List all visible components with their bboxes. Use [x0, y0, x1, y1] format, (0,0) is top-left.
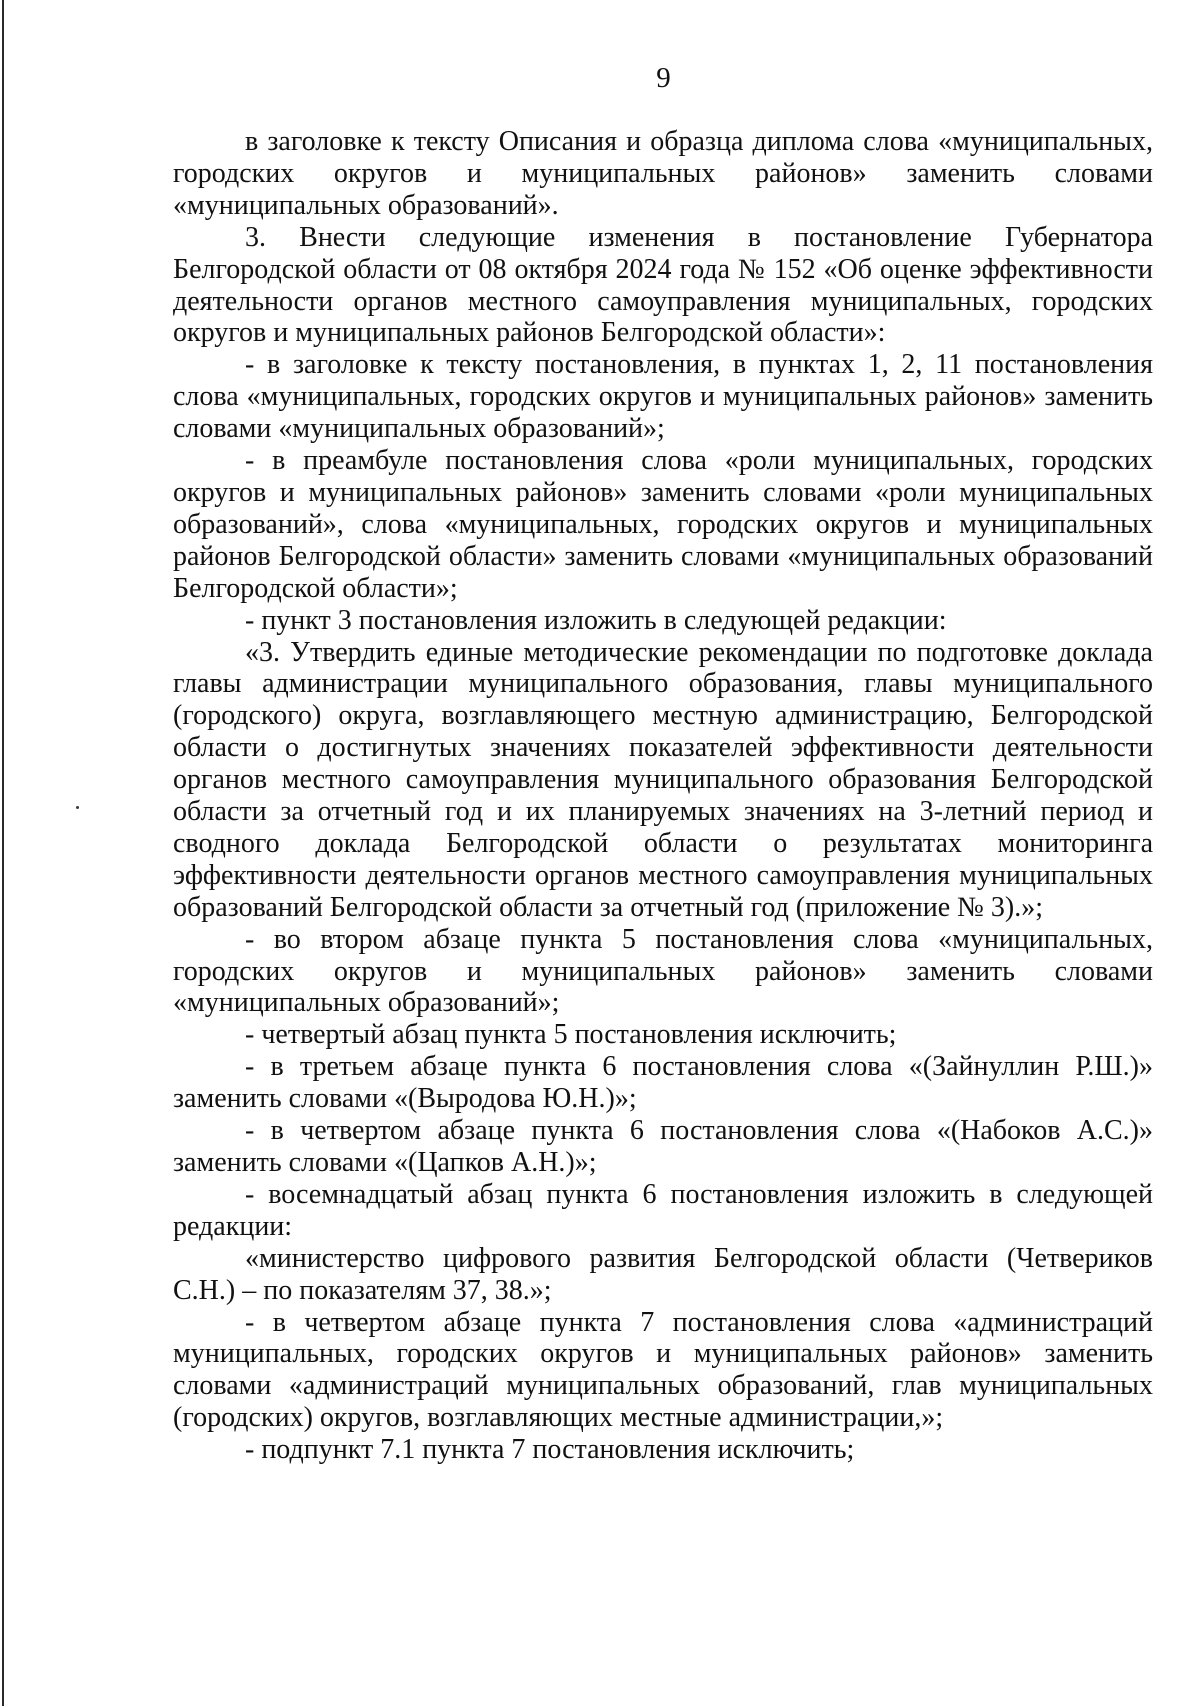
document-body [173, 126, 1153, 1466]
scan-left-edge [2, 0, 4, 1706]
paragraph: - в третьем абзаце пункта 6 постановления слова «(Зайнуллин Р.Ш.)» заменить словами «(Выродова Ю.Н.)»; [173, 1051, 1153, 1115]
scan-speck [76, 806, 79, 809]
paragraph: в заголовке к тексту Описания и образца диплома слова «муниципальных, городских округов и муниципальных районов» заменить словами «муниципальных образований». [173, 126, 1153, 221]
paragraph: - в заголовке к тексту постановления, в пунктах 1, 2, 11 постановления слова «муниципальных, городских округов и муниципальных районов» заменить словами «муниципальных образований»; [173, 349, 1153, 445]
paragraph: «3. Утвердить единые методические рекомендации по подготовке доклада главы администрации муниципального образования, главы муниципального (городского) округа, возглавляющего местную администрацию, Белгородской области о достигнутых значениях показателей эффективности деятельности органов местного самоуправления муниципального образования Белгородской области за отчетный год и их планируемых значениях на 3-летний период и сводного доклада Белгородской области о результатах мониторинга эффективности деятельности органов местного самоуправления муниципальных образований Белгородской области за отчетный год (приложение № 3).»; [173, 636, 1153, 923]
paragraph: - пункт 3 постановления изложить в следующей редакции: [245, 604, 947, 636]
paragraph: «министерство цифрового развития Белгородской области (Четвериков С.Н.) – по показателям 37, 38.»; [173, 1242, 1153, 1306]
paragraph: - во втором абзаце пункта 5 постановления слова «муниципальных, городских округов и муниципальных районов» заменить словами «муниципальных образований»; [173, 923, 1153, 1019]
paragraph: - в четвертом абзаце пункта 6 постановления слова «(Набоков А.С.)» заменить словами «(Цапков А.Н.)»; [173, 1115, 1153, 1178]
paragraph: - восемнадцатый абзац пункта 6 постановления изложить в следующей редакции: [173, 1178, 1153, 1242]
paragraph: 3. Внести следующие изменения в постановление Губернатора Белгородской области от 08 октября 2024 года № 152 «Об оценке эффективности деятельности органов местного самоуправления муниципальных, городских округов и муниципальных районов Белгородской области»: [173, 221, 1153, 349]
paragraph: - четвертый абзац пункта 5 постановления исключить; [245, 1019, 897, 1051]
paragraph: - подпункт 7.1 пункта 7 постановления исключить; [245, 1434, 855, 1466]
page-number: 9 [656, 62, 671, 94]
paragraph: - в преамбуле постановления слова «роли муниципальных, городских округов и муниципальных районов» заменить словами «роли муниципальных образований», слова «муниципальных, городских округов и муниципальных районов Белгородской области» заменить словами «муниципальных образований Белгородской области»; [173, 445, 1153, 604]
paragraph: - в четвертом абзаце пункта 7 постановления слова «администраций муниципальных, городских округов и муниципальных районов» заменить словами «администраций муниципальных образований, глав муниципальных (городских) округов, возглавляющих местные администрации,»; [173, 1306, 1153, 1434]
